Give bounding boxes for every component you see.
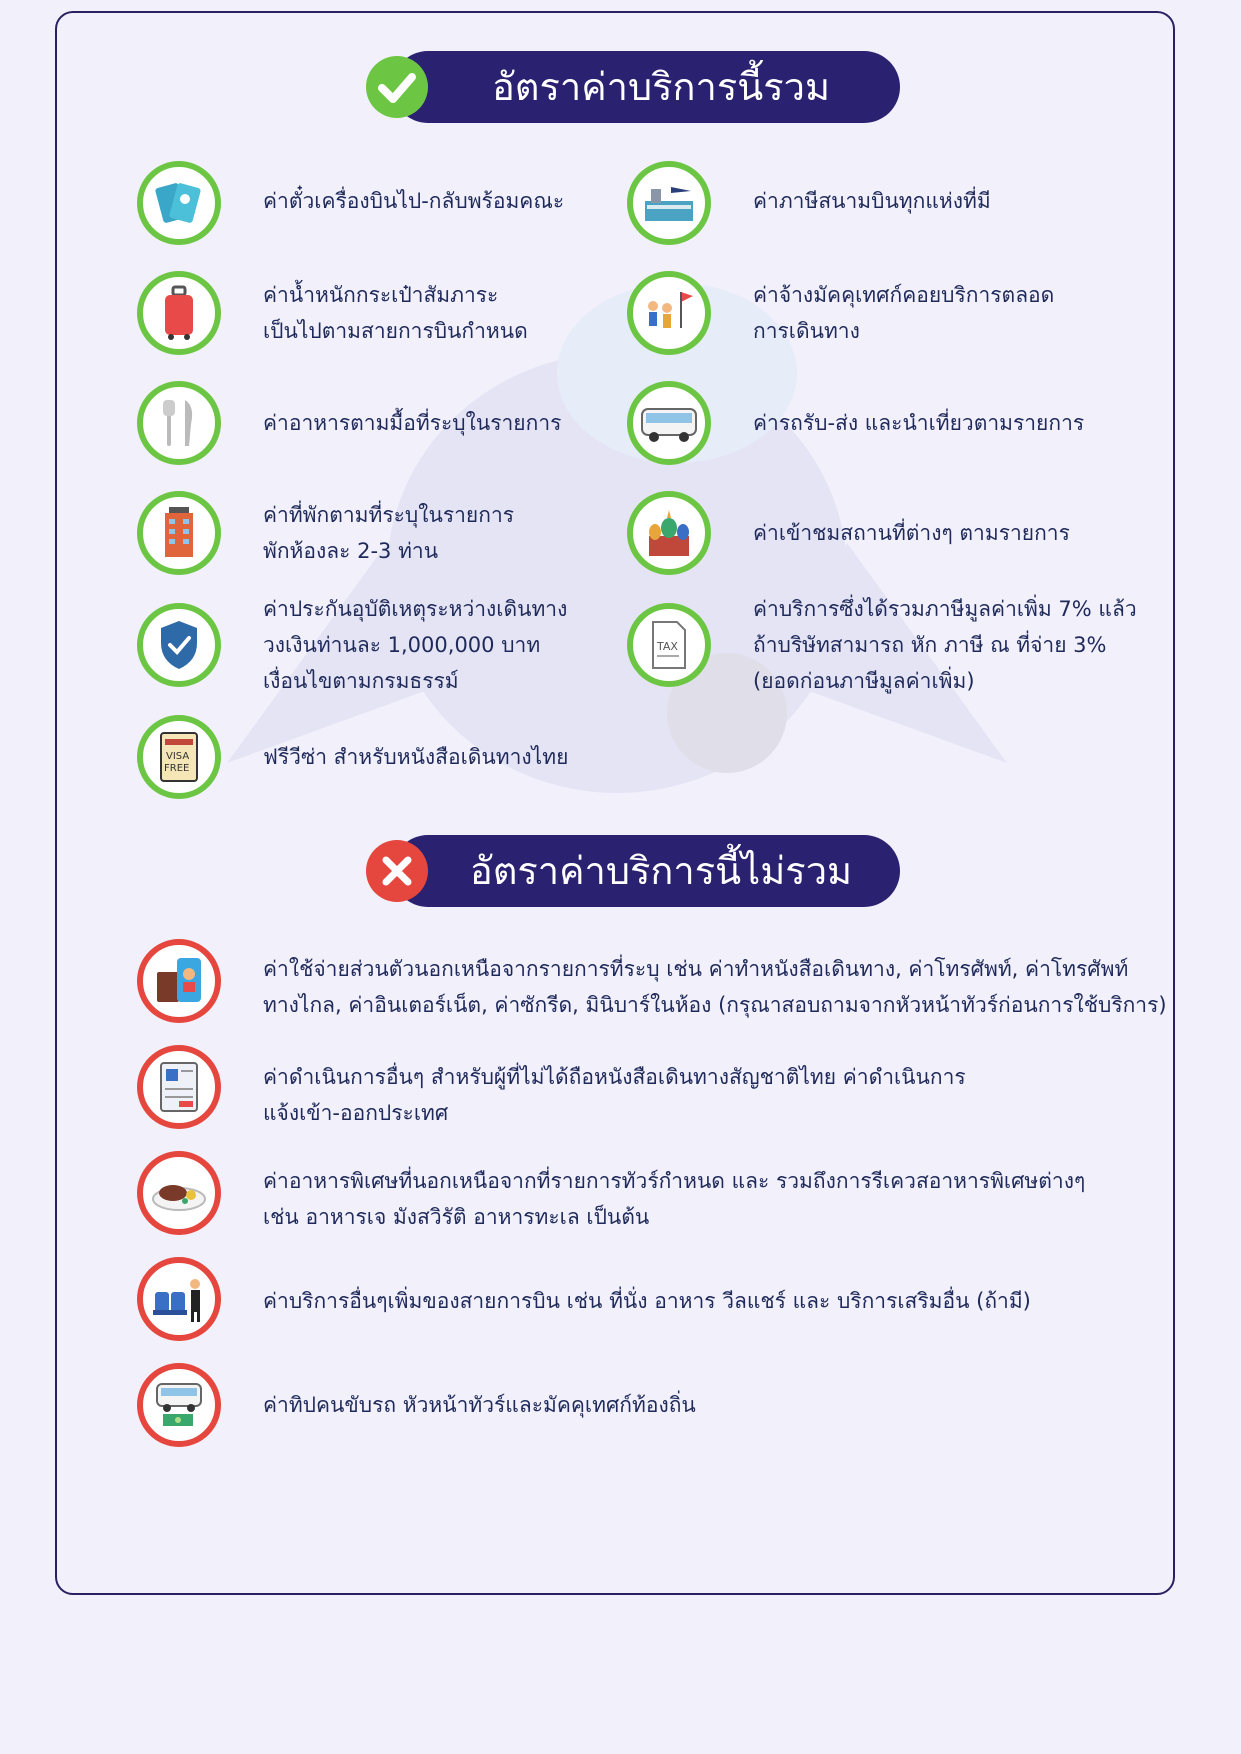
included-title: อัตราค่าบริการนี้รวม bbox=[491, 65, 831, 109]
included-item-8-text: ค่าเข้าชมสถานที่ต่างๆ ตามรายการ bbox=[753, 521, 1070, 545]
included-item-3-text: ค่าน้ำหนักกระเป๋าสัมภาระ เป็นไปตามสายการบินกำหนด bbox=[263, 283, 528, 343]
tax-document-icon bbox=[627, 603, 711, 687]
luggage-icon bbox=[137, 271, 221, 355]
included-item-2-text: ค่าภาษีสนามบินทุกแห่งที่มี bbox=[753, 189, 991, 213]
svg-text:FREE: FREE bbox=[164, 763, 190, 774]
check-badge-icon bbox=[365, 55, 429, 119]
included-item-4-text: ค่าจ้างมัคคุเทศก์คอยบริการตลอด การเดินทาง bbox=[753, 283, 1055, 343]
landmark-icon bbox=[627, 491, 711, 575]
included-item-5-text: ค่าอาหารตามมื้อที่ระบุในรายการ bbox=[263, 411, 562, 435]
excluded-item-1-text: ค่าใช้จ่ายส่วนตัวนอกเหนือจากรายการที่ระบุ เช่น ค่าทำหนังสือเดินทาง, ค่าโทรศัพท์, ค่าโทรศัพท์ ทางไกล, ค่าอินเตอร์เน็ต, ค่าซักรีด, มินิบาร์ในห้อง (กรุณาสอบถามจากหัวหน้าทัวร์ก่อนการใช้บริการ) bbox=[263, 957, 1167, 1017]
content-card bbox=[55, 11, 1175, 1595]
airline-seat-icon bbox=[137, 1257, 221, 1341]
cutlery-icon bbox=[137, 381, 221, 465]
passport-phone-icon bbox=[137, 939, 221, 1023]
visa-free-icon bbox=[137, 715, 221, 799]
excluded-title-pill bbox=[392, 835, 900, 907]
included-item-6-text: ค่ารถรับ-ส่ง และนำเที่ยวตามรายการ bbox=[753, 411, 1085, 435]
tour-guide-icon bbox=[627, 271, 711, 355]
excluded-item-4-text: ค่าบริการอื่นๆเพิ่มของสายการบิน เช่น ที่นั่ง อาหาร วีลแชร์ และ บริการเสริมอื่น (ถ้ามี) bbox=[263, 1289, 1031, 1313]
passport-document-icon bbox=[137, 1045, 221, 1129]
included-item-10-text: ค่าบริการซึ่งได้รวมภาษีมูลค่าเพิ่ม 7% แล้ว ถ้าบริษัทสามารถ หัก ภาษี ณ ที่จ่าย 3% (ยอดก่อนภาษีมูลค่าเพิ่ม) bbox=[753, 597, 1137, 693]
insurance-shield-icon bbox=[137, 603, 221, 687]
cross-badge-icon bbox=[365, 839, 429, 903]
svg-text:VISA: VISA bbox=[166, 751, 190, 762]
included-item-11-text: ฟรีวีซ่า สำหรับหนังสือเดินทางไทย bbox=[263, 745, 569, 769]
bus-icon bbox=[627, 381, 711, 465]
included-title-pill bbox=[392, 51, 900, 123]
airplane-ticket-icon bbox=[137, 161, 221, 245]
steak-dish-icon bbox=[137, 1151, 221, 1235]
included-item-7-text: ค่าที่พักตามที่ระบุในรายการ พักห้องละ 2-3 ท่าน bbox=[263, 503, 515, 563]
tip-bus-icon bbox=[137, 1363, 221, 1447]
excluded-item-3-text: ค่าอาหารพิเศษที่นอกเหนือจากที่รายการทัวร์กำหนด และ รวมถึงการรีเควสอาหารพิเศษต่างๆ เช่น อาหารเจ มังสวิรัติ อาหารทะเล เป็นต้น bbox=[263, 1169, 1086, 1229]
included-item-9-text: ค่าประกันอุบัติเหตุระหว่างเดินทาง วงเงินท่านละ 1,000,000 บาท เงื่อนไขตามกรมธรรม์ bbox=[263, 597, 568, 693]
excluded-item-2-text: ค่าดำเนินการอื่นๆ สำหรับผู้ที่ไม่ได้ถือหนังสือเดินทางสัญชาติไทย ค่าดำเนินการ แจ้งเข้า-ออกประเทศ bbox=[263, 1065, 966, 1125]
excluded-title: อัตราค่าบริการนี้ไม่รวม bbox=[469, 849, 853, 893]
included-item-1-text: ค่าตั๋วเครื่องบินไป-กลับพร้อมคณะ bbox=[263, 189, 565, 213]
svg-text:TAX: TAX bbox=[657, 640, 678, 653]
excluded-item-5-text: ค่าทิปคนขับรถ หัวหน้าทัวร์และมัคคุเทศก์ท้องถิ่น bbox=[263, 1393, 696, 1417]
hotel-icon bbox=[137, 491, 221, 575]
airport-icon bbox=[627, 161, 711, 245]
